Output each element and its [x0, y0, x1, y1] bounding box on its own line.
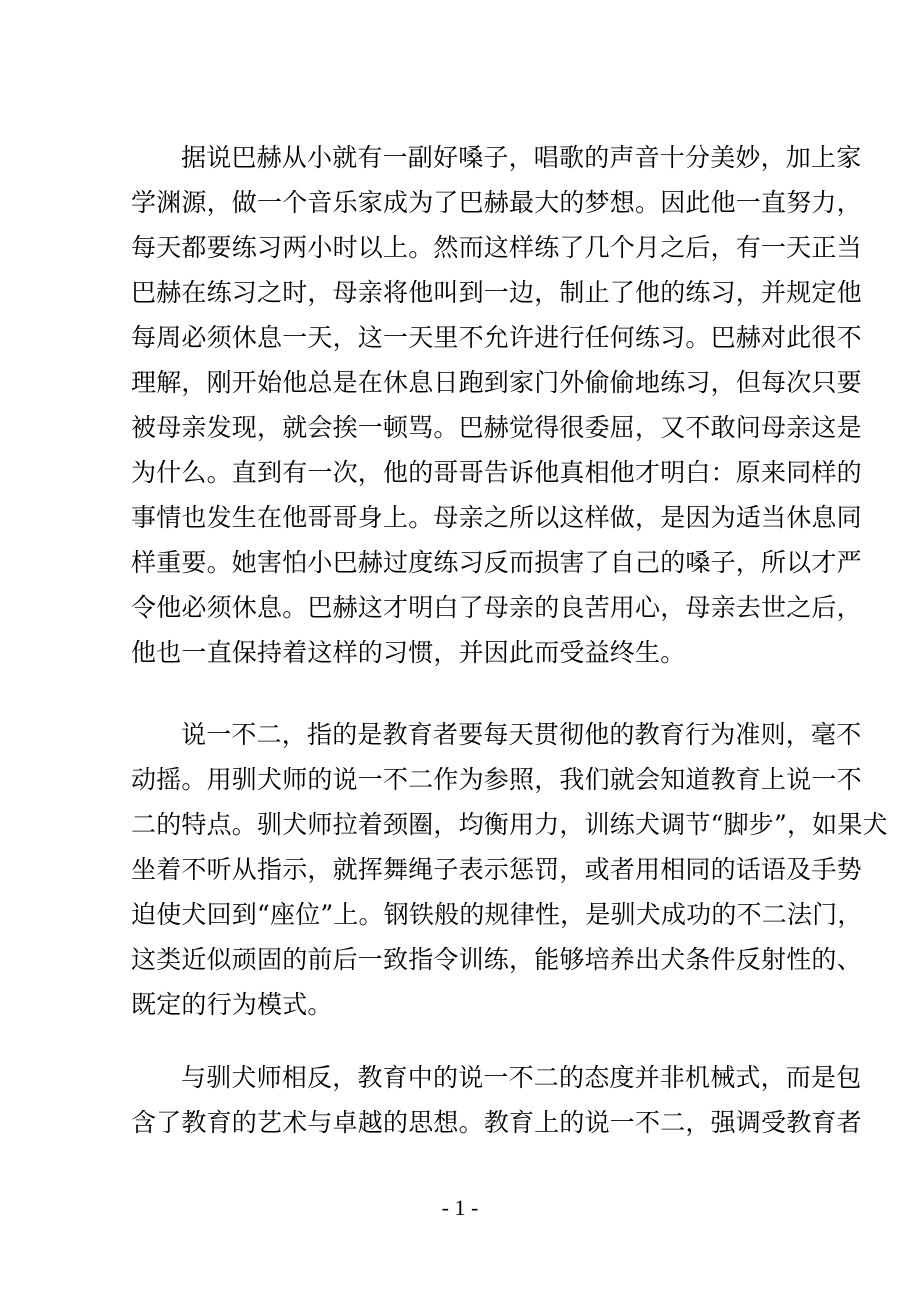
paragraph-2-line-1: 说一不二，指的是教育者要每天贯彻他的教育行为准则，毫不 [181, 720, 862, 749]
paragraph-2-line-2: 动摇。用驯犬师的说一不二作为参照，我们就会知道教育上说一不 [131, 765, 862, 794]
page-number: - 1 - [441, 1195, 479, 1220]
paragraph-1-line-10: 样重要。她害怕小巴赫过度练习反而损害了自己的嗓子，所以才严 [131, 548, 862, 577]
paragraph-2-line-7: 既定的行为模式。 [131, 990, 333, 1019]
paragraph-1-line-9: 事情也发生在他哥哥身上。母亲之所以这样做，是因为适当休息同 [131, 503, 862, 532]
paragraph-2-line-3: 二的特点。驯犬师拉着颈圈，均衡用力，训练犬调节“脚步”，如果犬 [131, 810, 888, 839]
paragraph-1-line-4: 巴赫在练习之时，母亲将他叫到一边，制止了他的练习，并规定他 [131, 278, 862, 307]
paragraph-1-line-1: 据说巴赫从小就有一副好嗓子，唱歌的声音十分美妙，加上家 [181, 143, 862, 172]
paragraph-1-line-12: 他也一直保持着这样的习惯，并因此而受益终生。 [131, 638, 686, 667]
paragraph-2-line-6: 这类近似顽固的前后一致指令训练，能够培养出犬条件反射性的、 [131, 945, 862, 974]
paragraph-1-line-3: 每天都要练习两小时以上。然而这样练了几个月之后，有一天正当 [131, 233, 862, 262]
paragraph-3-line-2: 含了教育的艺术与卓越的思想。教育上的说一不二，强调受教育者 [131, 1108, 862, 1137]
paragraph-1-line-8: 为什么。直到有一次，他的哥哥告诉他真相他才明白：原来同样的 [131, 458, 862, 487]
paragraph-1-line-5: 每周必须休息一天，这一天里不允许进行任何练习。巴赫对此很不 [131, 323, 862, 352]
paragraph-3-line-1: 与驯犬师相反，教育中的说一不二的态度并非机械式，而是包 [181, 1063, 862, 1092]
paragraph-2-line-4: 坐着不听从指示，就挥舞绳子表示惩罚，或者用相同的话语及手势 [131, 855, 862, 884]
paragraph-1-line-7: 被母亲发现，就会挨一顿骂。巴赫觉得很委屈，又不敢问母亲这是 [131, 413, 862, 442]
paragraph-1-line-11: 令他必须休息。巴赫这才明白了母亲的良苦用心，母亲去世之后， [131, 593, 862, 622]
paragraph-1-line-6: 理解，刚开始他总是在休息日跑到家门外偷偷地练习，但每次只要 [131, 368, 862, 397]
paragraph-1-line-2: 学渊源，做一个音乐家成为了巴赫最大的梦想。因此他一直努力， [131, 188, 862, 217]
paragraph-2-line-5: 迫使犬回到“座位”上。钢铁般的规律性，是驯犬成功的不二法门， [131, 900, 863, 929]
